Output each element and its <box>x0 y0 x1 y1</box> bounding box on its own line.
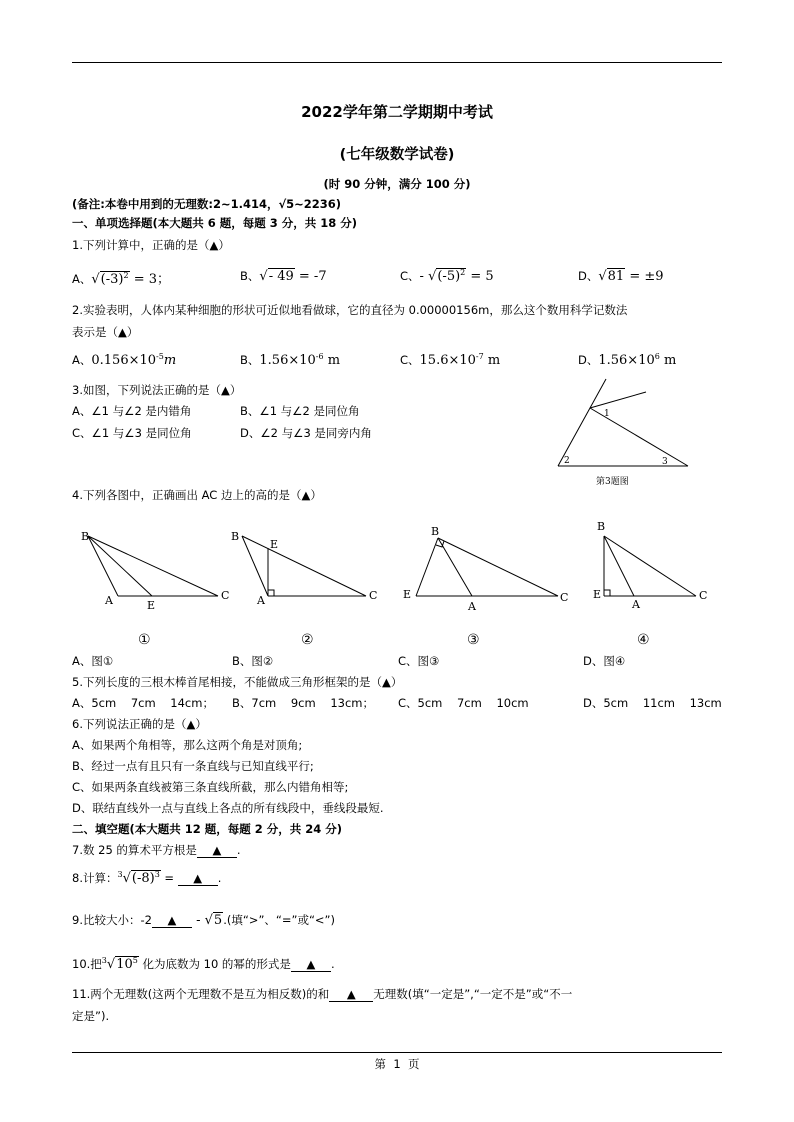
q1-stem: 1.下列计算中，正确的是（▲） <box>72 238 230 252</box>
note: (备注:本卷中用到的无理数:2~1.414，√5~2236) <box>72 197 342 211</box>
q4f1-label-a: A <box>105 594 113 607</box>
q4f1-label-c: C <box>221 589 230 602</box>
q4-option-d: D、图④ <box>583 654 626 668</box>
q4f3-label-e: E <box>403 588 412 601</box>
q4-figure-1 <box>78 526 238 614</box>
q2-d-label: D、 <box>578 353 599 367</box>
q2-option-c <box>400 352 500 368</box>
q10-mid: 化为底数为 10 的幂的形式是 <box>138 957 291 971</box>
q2-b-label: B、 <box>240 353 260 367</box>
bottom-rule <box>72 1052 722 1053</box>
q1-b-rest: = -7 <box>294 269 327 284</box>
q4f1-bc <box>88 536 218 596</box>
q1-b-rad: - 49 <box>268 269 294 284</box>
q4-num-1: ① <box>138 632 151 648</box>
q3-option-b: B、∠1 与∠2 是同位角 <box>240 404 360 418</box>
q1-b-label: B、 <box>240 269 260 283</box>
q8-blank[interactable]: ▲ <box>178 871 218 886</box>
q4f1-be <box>88 536 152 596</box>
q4f2-label-a: A <box>257 594 265 607</box>
q2-line2: 表示是（▲） <box>72 325 139 339</box>
q4f3-label-b: B <box>431 525 440 538</box>
q4-figure-2 <box>228 526 388 614</box>
q2-a-exp: -5 <box>156 352 164 361</box>
q1-option-b: B、√- 49 = -7 <box>240 269 327 284</box>
q2-b-base: 1.56×10 <box>259 353 316 368</box>
q2-option-b <box>240 352 340 368</box>
top-rule <box>72 62 722 63</box>
q1-c-rest: = 5 <box>466 269 494 284</box>
q2-c-unit: m <box>483 353 501 368</box>
q5-option-c: C、5cm 7cm 10cm <box>398 696 529 710</box>
q3-fig-line-b <box>558 379 606 466</box>
q10-exp: 5 <box>132 956 138 965</box>
q2-b-exp: -6 <box>315 352 324 361</box>
q3-option-d: D、∠2 与∠3 是同旁内角 <box>240 426 372 440</box>
q7-end: . <box>236 843 241 857</box>
q1-d-label: D、 <box>578 269 599 283</box>
q2-option-d <box>578 352 676 368</box>
q8-end: . <box>217 871 222 885</box>
q3-fig-label-1: 1 <box>604 409 610 419</box>
q4f1-label-b: B <box>81 530 90 543</box>
q11-blank[interactable]: ▲ <box>329 987 373 1002</box>
q4f1-ba <box>88 536 118 596</box>
q5-option-b: B、7cm 9cm 13cm； <box>232 696 374 710</box>
q4f4-ba <box>604 536 634 596</box>
q11-text-b: 无理数(填“一定是”,“一定不是”或“不一 <box>373 987 573 1001</box>
q2-d-base: 1.56×10 <box>598 353 655 368</box>
q2-b-unit: m <box>323 353 341 368</box>
q11-line2: 定是”). <box>72 1009 110 1023</box>
q2-a-label: A、 <box>72 353 92 367</box>
q1-a-label: A、 <box>72 272 92 286</box>
q4f2-bc <box>242 536 366 596</box>
q4f3-label-a: A <box>468 600 476 613</box>
q1-c-rad: (-5) <box>437 269 461 284</box>
page-number: 第 1 页 <box>374 1057 420 1071</box>
q4f3-bc <box>438 538 558 596</box>
q6-option-d: D、联结直线外一点与直线上各点的所有线段中，垂线段最短. <box>72 801 384 815</box>
q1-option-d: D、√81 = ±9 <box>578 269 664 284</box>
q3-option-a: A、∠1 与∠2 是内错角 <box>72 404 192 418</box>
q4f4-label-c: C <box>699 589 708 602</box>
exam-title: 2022学年第二学期期中考试 <box>301 103 493 121</box>
q4-num-4: ④ <box>637 632 650 648</box>
q10-blank[interactable]: ▲ <box>291 957 331 972</box>
q1-a-rest: = 3； <box>129 272 171 287</box>
q4f2-label-b: B <box>231 530 240 543</box>
q4f4-label-a: A <box>632 598 640 611</box>
q4f1-label-e: E <box>147 599 156 612</box>
q6-stem: 6.下列说法正确的是（▲） <box>72 717 207 731</box>
q7-text: 7.数 25 的算术平方根是 <box>72 843 197 857</box>
q1-option-a: A、$√(-3)^2 = 3$； <box>72 271 171 287</box>
q4f4-label-b: B <box>597 520 606 533</box>
q10-base: 10 <box>116 957 133 972</box>
q4f2-label-c: C <box>369 589 378 602</box>
q7 <box>72 842 241 858</box>
q8-eq: = <box>160 871 178 885</box>
q3-figure <box>550 374 700 486</box>
q4f4-label-e: E <box>593 588 602 601</box>
q1-a-rad: (-3) <box>100 272 124 287</box>
q1-option-c: C、- $√(-5)^2 = 5$ <box>400 268 494 284</box>
q4f3-label-c: C <box>560 591 569 604</box>
q5-option-a: A、5cm 7cm 14cm； <box>72 696 214 710</box>
q2-line1: 2.实验表明，人体内某种细胞的形状可近似地看做球，它的直径为 0.00000156m，那么这个数用科学记数法 <box>72 303 628 317</box>
q2-a-base: 0.156×10 <box>91 353 157 368</box>
q2-c-label: C、 <box>400 353 420 367</box>
q11-text-a: 11.两个无理数(这两个无理数不是互为相反数)的和 <box>72 987 330 1001</box>
section1-title: 一、单项选择题(本大题共 6 题，每题 3 分，共 18 分) <box>72 216 358 230</box>
q4f2-label-e: E <box>270 538 279 551</box>
q4f2-ba <box>242 536 268 596</box>
q3-fig-caption: 第3题图 <box>596 477 629 486</box>
q9-blank[interactable]: ▲ <box>152 913 192 928</box>
q7-blank[interactable]: ▲ <box>197 843 237 858</box>
q11-line1 <box>72 986 572 1002</box>
q4-figure-4 <box>590 516 720 614</box>
q8-radicand: (-8) <box>131 871 155 886</box>
q9-mid: - <box>191 913 205 928</box>
q1-c-exp: 2 <box>460 268 466 277</box>
q2-c-exp: -7 <box>475 352 484 361</box>
exam-subtitle: (七年级数学试卷) <box>339 147 455 163</box>
q6-option-c: C、如果两条直线被第三条直线所截，那么内错角相等; <box>72 780 349 794</box>
q4-num-2: ② <box>301 632 314 648</box>
q8-exp: 3 <box>154 870 160 879</box>
q2-d-unit: m <box>659 353 677 368</box>
q1-d-rad: 81 <box>607 269 625 284</box>
q9-text: 9.比较大小：-2 <box>72 913 152 927</box>
q2-c-base: 15.6×10 <box>419 353 476 368</box>
q9: 9.比较大小：-2 ▲ - √5.(填“>”、“=”或“<”) <box>72 913 335 928</box>
q1-c-pre: - <box>419 269 429 284</box>
time-info: (时 90 分钟，满分 100 分) <box>323 177 471 191</box>
q4-num-3: ③ <box>467 632 480 648</box>
q1-c-label: C、 <box>400 269 420 283</box>
q10-end: . <box>330 957 335 971</box>
q3-stem: 3.如图，下列说法正确的是（▲） <box>72 383 242 397</box>
q1-a-exp: 2 <box>123 271 129 280</box>
q8-text: 8.计算： <box>72 871 118 885</box>
q4-option-c: C、图③ <box>398 654 440 668</box>
q3-fig-label-3: 3 <box>662 457 668 467</box>
q9-radicand: 5 <box>213 913 223 928</box>
q8: 8.计算：$^3√(-8)^3$ = ▲ . <box>72 870 222 886</box>
q4-figure-3 <box>400 520 580 614</box>
q4f4-right-angle <box>604 590 610 596</box>
q9-end: .(填“>”、“=”或“<”) <box>223 913 335 927</box>
q3-fig-line-d <box>590 392 646 408</box>
q10-text: 10.把 <box>72 957 102 971</box>
q5-stem: 5.下列长度的三根木棒首尾相接，不能做成三角形框架的是（▲） <box>72 675 403 689</box>
q3-fig-label-2: 2 <box>564 456 570 466</box>
q2-d-exp: 6 <box>654 352 660 361</box>
q6-option-a: A、如果两个角相等，那么这两个角是对顶角; <box>72 738 303 752</box>
q5-option-d: D、5cm 11cm 13cm <box>583 696 722 710</box>
q10-index: 3 <box>101 956 107 965</box>
q4f4-bc <box>604 536 696 596</box>
q4f3-be <box>416 538 438 596</box>
q8-index: 3 <box>117 870 123 879</box>
q2-a-unit: m <box>163 353 177 368</box>
q3-option-c: C、∠1 与∠3 是同位角 <box>72 426 192 440</box>
q10: 10.把$^3√10^5$ 化为底数为 10 的幂的形式是 ▲ . <box>72 956 335 972</box>
section2-title: 二、填空题(本大题共 12 题，每题 2 分，共 24 分) <box>72 822 343 836</box>
q4f2-right-angle <box>268 590 274 596</box>
q4-stem: 4.下列各图中，正确画出 AC 边上的高的是（▲） <box>72 488 322 502</box>
q2-option-a <box>72 352 176 368</box>
q1-d-rest: = ±9 <box>625 269 664 284</box>
q4-option-a: A、图① <box>72 654 114 668</box>
q6-option-b: B、经过一点有且只有一条直线与已知直线平行; <box>72 759 314 773</box>
q4-option-b: B、图② <box>232 654 274 668</box>
